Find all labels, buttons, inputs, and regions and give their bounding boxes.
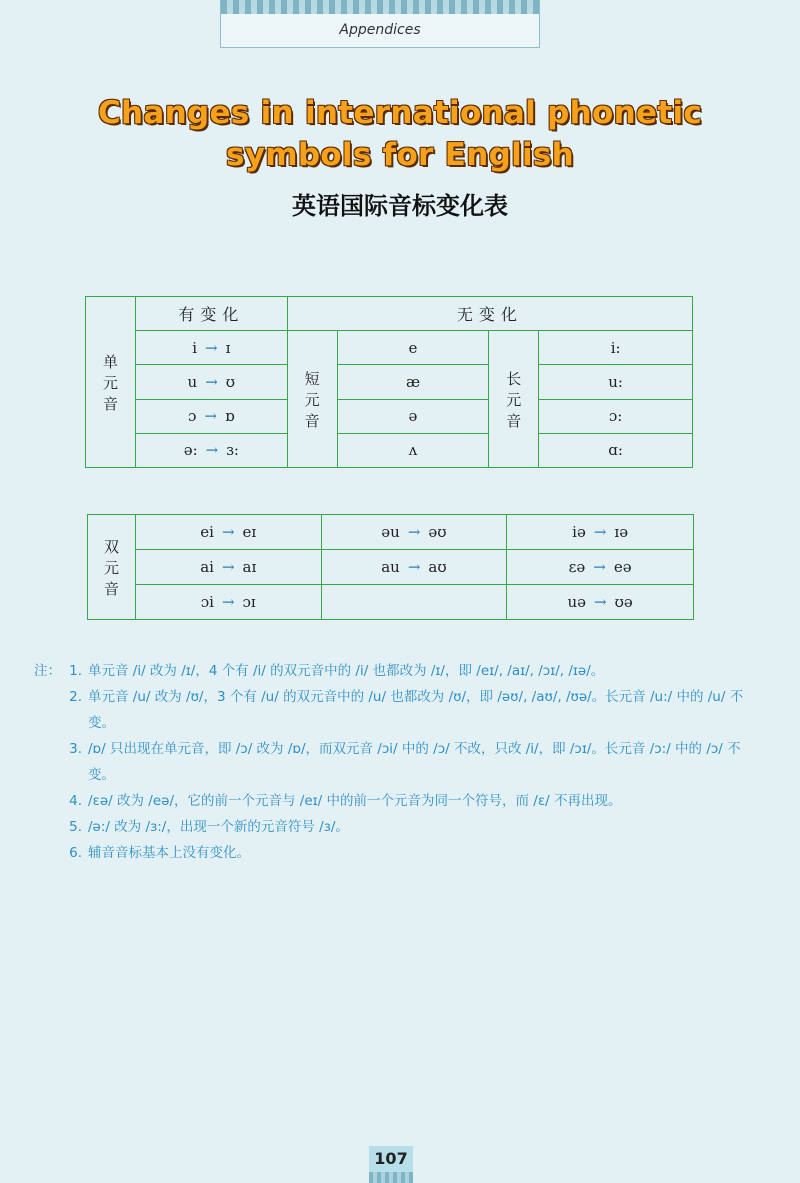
diphthong-cell: ɔi → ɔɪ (135, 584, 321, 619)
note-number: 1. (69, 663, 82, 679)
note-number: 5. (69, 819, 82, 835)
appendix-header-tab (220, 0, 540, 48)
note-text: /εə/ 改为 /eə/，它的前一个元音与 /eɪ/ 中的前一个元音为同一个符号，而 /ε/ 不再出现。 (88, 793, 622, 809)
note-text: 辅音音标基本上没有变化。 (88, 845, 250, 861)
long-vowel-cell: i: (539, 331, 693, 365)
monophthong-row-label: 单 元 音 (86, 297, 136, 468)
diphthong-cell: iə → ɪə (507, 515, 694, 550)
long-vowel-label: 长 元 音 (489, 331, 539, 468)
diphthong-cell: εə → eə (507, 549, 694, 584)
notes-section (34, 658, 764, 866)
short-vowel-cell: ʌ (337, 433, 489, 467)
note-item (34, 788, 764, 814)
note-text: 单元音 /u/ 改为 /ʊ/，3 个有 /u/ 的双元音中的 /u/ 也都改为 /ʊ/，即 /əʊ/, /aʊ/, /ʊə/。长元音 /u:/ 中的 /u/ 不变。 (88, 689, 744, 731)
diphthong-cell: ei → eɪ (135, 515, 321, 550)
note-item (34, 736, 764, 788)
changed-cell: i → ɪ (135, 331, 287, 365)
page-number: 107 (369, 1146, 413, 1172)
note-text: 单元音 /i/ 改为 /ɪ/，4 个有 /i/ 的双元音中的 /i/ 也都改为 /ɪ/，即 /eɪ/, /aɪ/, /ɔɪ/, /ɪə/。 (88, 663, 605, 679)
diphthong-cell-empty (321, 584, 507, 619)
note-number: 2. (69, 689, 82, 705)
unchanged-header: 无变化 (287, 297, 692, 331)
changed-cell: u → ʊ (135, 365, 287, 399)
short-vowel-cell: ə (337, 399, 489, 433)
long-vowel-cell: ɑ: (539, 433, 693, 467)
monophthong-table (85, 296, 693, 468)
changed-cell: ɔ → ɒ (135, 399, 287, 433)
short-vowel-cell: æ (337, 365, 489, 399)
changed-cell: ə: → ɜ: (135, 433, 287, 467)
page-number-decoration (369, 1172, 413, 1183)
header-wave-decoration (221, 0, 539, 14)
note-number: 6. (69, 845, 82, 861)
diphthong-cell: uə → ʊə (507, 584, 694, 619)
note-item (34, 684, 764, 736)
diphthong-row-label: 双 元 音 (88, 515, 136, 620)
short-vowel-label: 短 元 音 (287, 331, 337, 468)
diphthong-table (87, 514, 694, 620)
note-number: 4. (69, 793, 82, 809)
page-title-english: Changes in international phonetic symbols for English (97, 95, 703, 173)
note-number: 3. (69, 741, 82, 757)
header-label: Appendices (339, 22, 421, 38)
diphthong-cell: ai → aɪ (135, 549, 321, 584)
notes-prefix: 注： (34, 663, 61, 679)
note-item (34, 840, 764, 866)
page-title-chinese: 英语国际音标变化表 (292, 192, 508, 220)
changed-header: 有变化 (135, 297, 287, 331)
long-vowel-cell: ɔ: (539, 399, 693, 433)
note-text: /ɒ/ 只出现在单元音，即 /ɔ/ 改为 /ɒ/，而双元音 /ɔi/ 中的 /ɔ/ 不改，只改 /i/，即 /ɔɪ/。长元音 /ɔ:/ 中的 /ɔ/ 不变。 (88, 741, 741, 783)
diphthong-cell: au → aʊ (321, 549, 507, 584)
long-vowel-cell: u: (539, 365, 693, 399)
short-vowel-cell: e (337, 331, 489, 365)
note-item (34, 658, 764, 684)
note-text: /ə:/ 改为 /ɜ:/，出现一个新的元音符号 /ɜ/。 (88, 819, 349, 835)
diphthong-cell: əu → əʊ (321, 515, 507, 550)
note-item (34, 814, 764, 840)
